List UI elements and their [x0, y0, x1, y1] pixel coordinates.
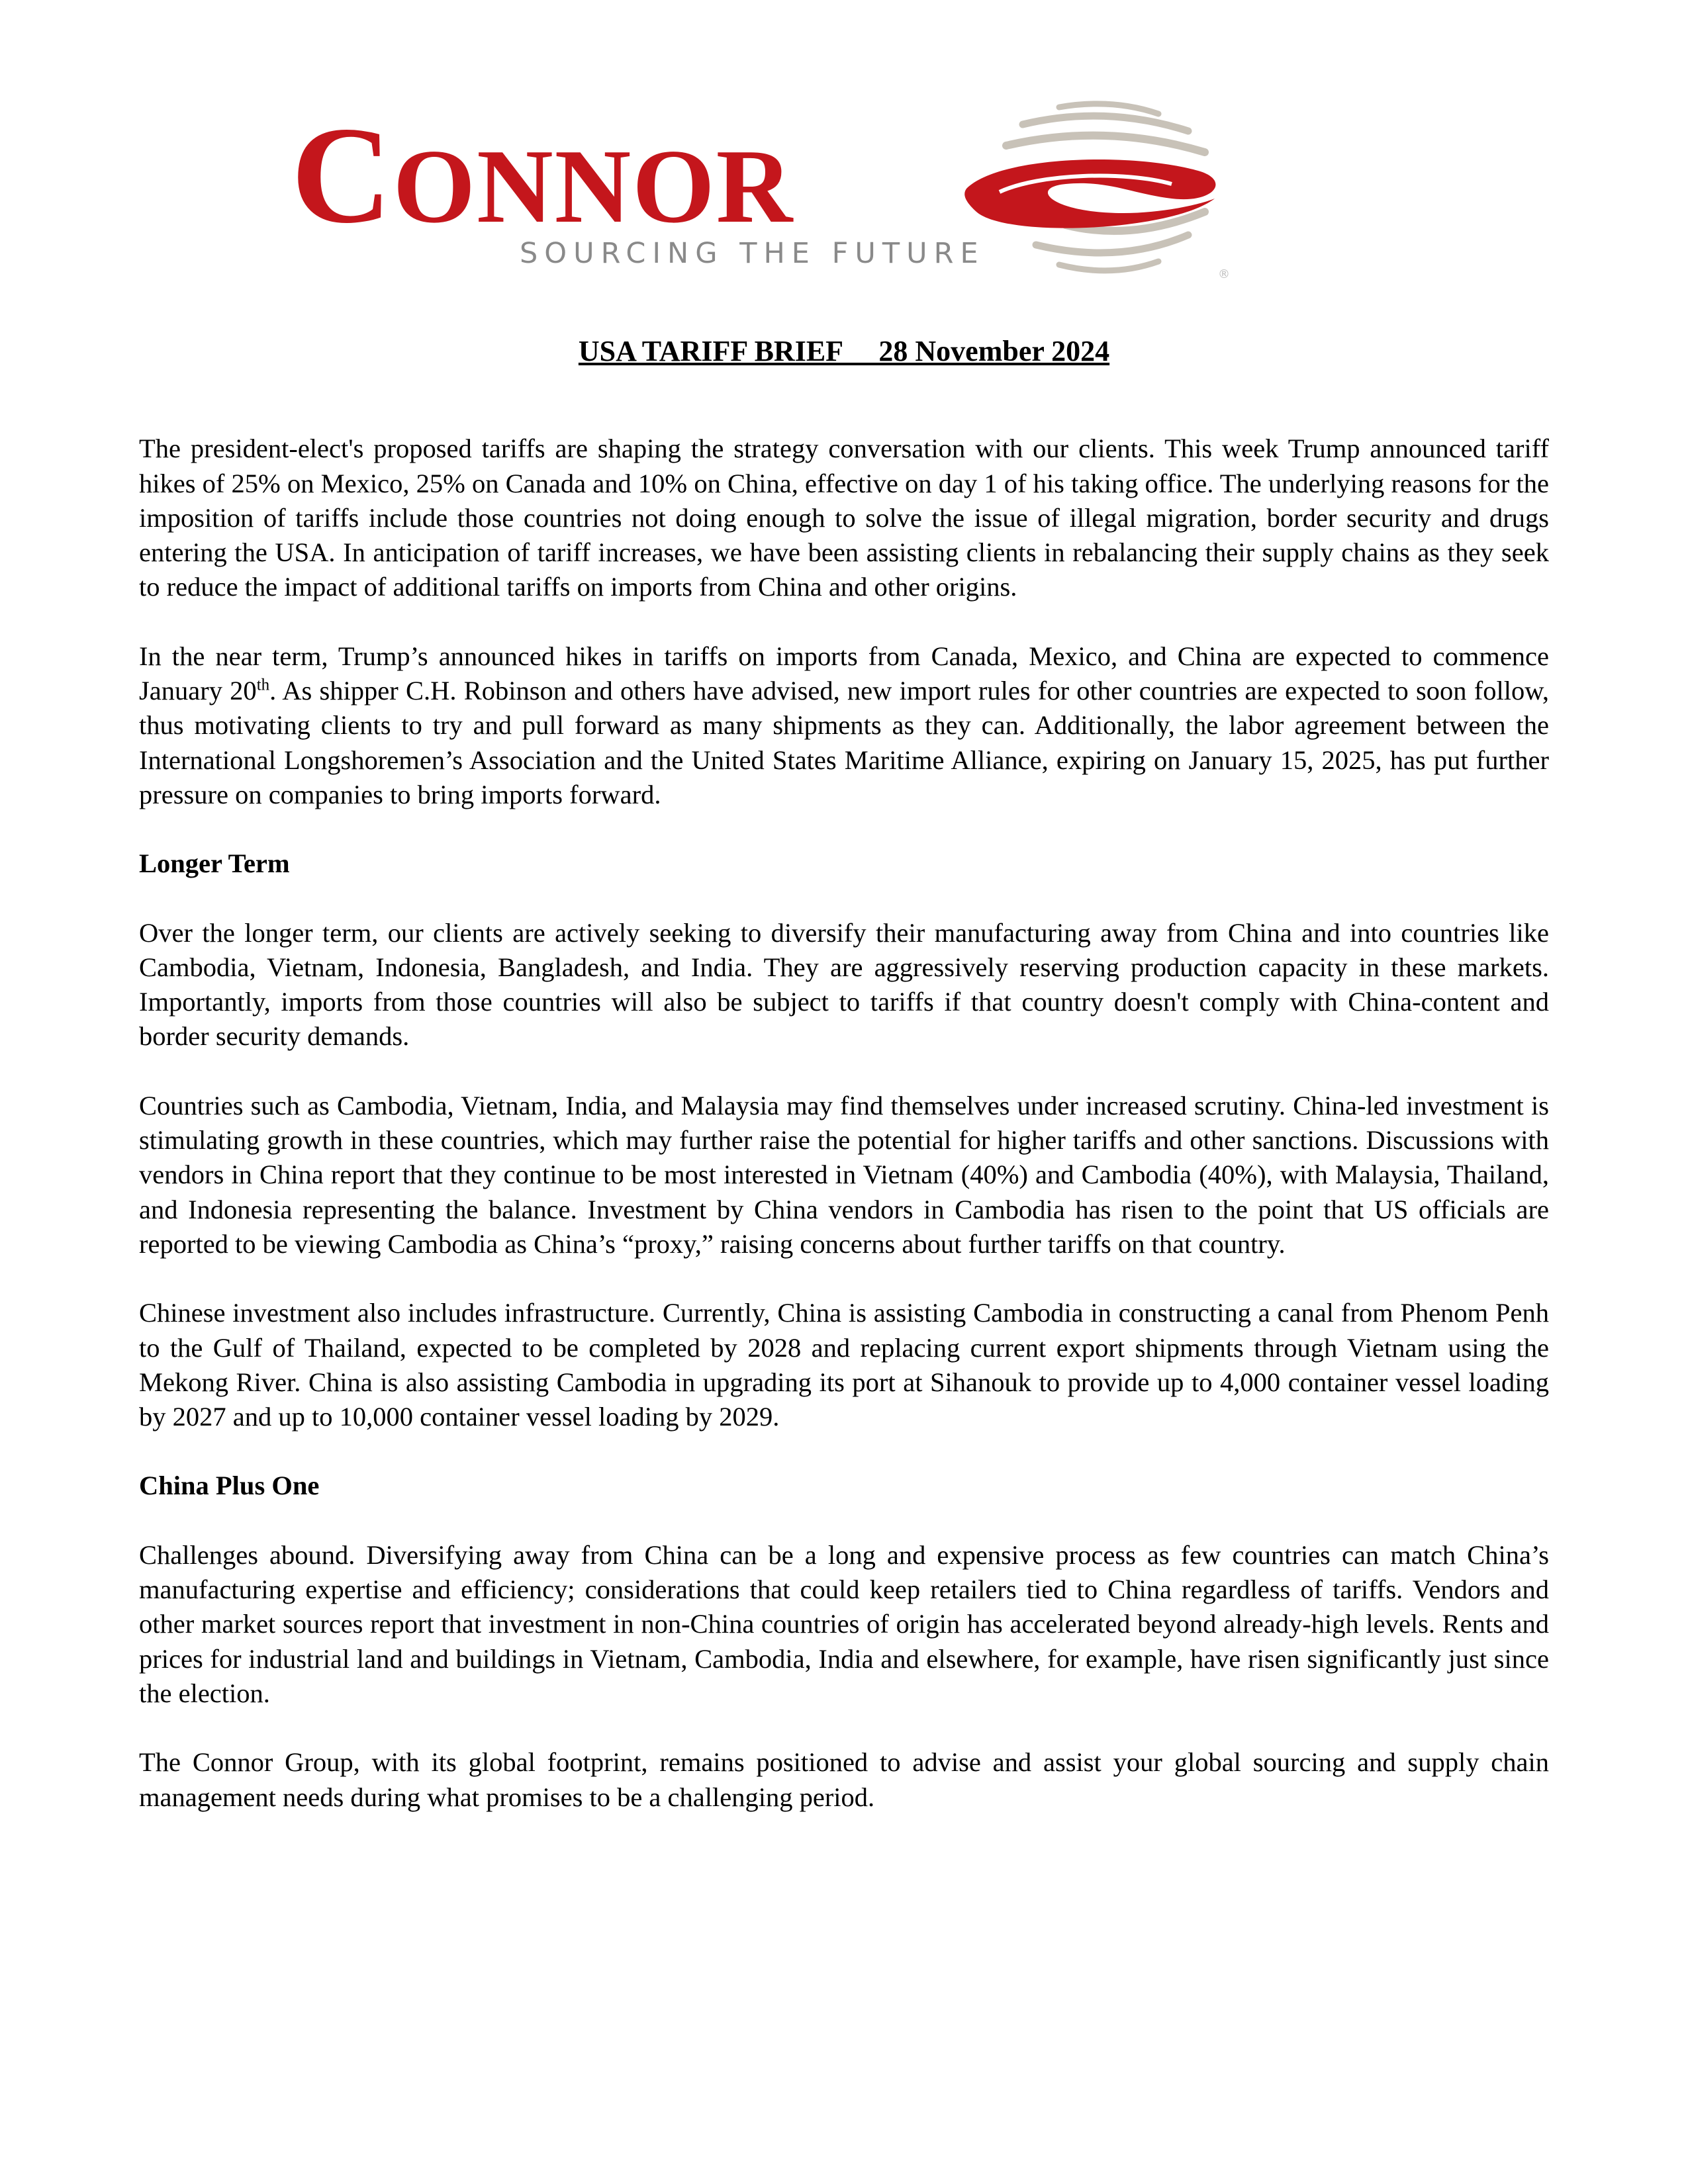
logo-tagline: SOURCING THE FUTURE — [520, 237, 985, 270]
connor-logo — [291, 99, 1244, 285]
ordinal-superscript: th — [256, 676, 270, 694]
paragraph-closing: The Connor Group, with its global footprint, remains positioned to advise and assist your global sourcing and supply chain management needs during what promises to be a challenging period. — [139, 1747, 1549, 1812]
logo-wordmark-rest: ONNOR — [393, 127, 794, 245]
logo-wordmark-initial: C — [291, 99, 393, 252]
paragraph-near-term-text-1: In the near term, Trump’s announced hikes in tariffs on imports from Canada, Mexico, and China are expected to commence January 20 — [139, 641, 1549, 706]
paragraph-scrutiny: Countries such as Cambodia, Vietnam, India, and Malaysia may find themselves under increased scrutiny. China-led investment is stimulating growth in these countries, which may further raise the potential for higher tariffs and other sanctions. Discussions with vendors in China report that they continue to be most interested in Vietnam (40%) and Cambodia (40%), with Malaysia, Thailand, and Indonesia representing the balance. Investment by China vendors in Cambodia has risen to the point that US officials are reported to be viewing Cambodia as China’s “proxy,” raising concerns about further tariffs on that country. — [139, 1090, 1549, 1259]
document-title: USA TARIFF BRIEF 28 November 2024 — [578, 335, 1110, 367]
paragraph-challenges: Challenges abound. Diversifying away from China can be a long and expensive process as few countries can match China’s manufacturing expertise and efficiency; considerations that could keep retailers tied to China regardless of tariffs. Vendors and other market sources report that investment in non-China countries of origin has accelerated beyond already-high levels. Rents and prices for industrial land and buildings in Vietnam, Cambodia, India and elsewhere, for example, have risen significantly just since the election. — [139, 1539, 1549, 1708]
paragraph-near-term-text-2: . As shipper C.H. Robinson and others have advised, new import rules for other countries are expected to soon follow, thus motivating clients to try and pull forward as many shipments as they can. Additionally, the labor agreement between the International Longshoremen’s Association and the United States Maritime Alliance, expiring on January 15, 2025, has put further pressure on companies to bring imports forward. — [139, 676, 1549, 809]
document-body — [139, 334, 1549, 1849]
paragraph-longer-term: Over the longer term, our clients are actively seeking to diversify their manufacturing away from China and into countries like Cambodia, Vietnam, Indonesia, Bangladesh, and India. They are aggressively reserving production capacity in these markets. Importantly, imports from those countries will also be subject to tariffs if that country doesn't comply with China-content and border security demands. — [139, 917, 1549, 1052]
paragraph-intro: The president-elect's proposed tariffs are shaping the strategy conversation with our clients. This week Trump announced tariff hikes of 25% on Mexico, 25% on Canada and 10% on China, effective on day 1 of his taking office. The underlying reasons for the imposition of tariffs include those countries not doing enough to solve the issue of illegal migration, border security and drugs entering the USA. In anticipation of tariff increases, we have been assisting clients in rebalancing their supply chains as they seek to reduce the impact of additional tariffs on imports from China and other origins. — [139, 433, 1549, 602]
heading-china-plus-one: China Plus One — [139, 1471, 320, 1501]
paragraph-near-term — [139, 639, 1549, 812]
logo-wordmark — [291, 99, 794, 252]
heading-longer-term: Longer Term — [139, 848, 290, 879]
paragraph-infrastructure: Chinese investment also includes infrastructure. Currently, China is assisting Cambodia in constructing a canal from Phenom Penh to the Gulf of Thailand, expected to be completed by 2028 and replacing current export shipments through Vietnam using the Mekong River. China is also assisting Cambodia in upgrading its port at Sihanouk to provide up to 4,000 container vessel loading by 2027 and up to 10,000 container vessel loading by 2029. — [139, 1298, 1549, 1432]
registered-mark: ® — [1218, 267, 1230, 281]
globe-swoosh-icon — [960, 99, 1238, 285]
